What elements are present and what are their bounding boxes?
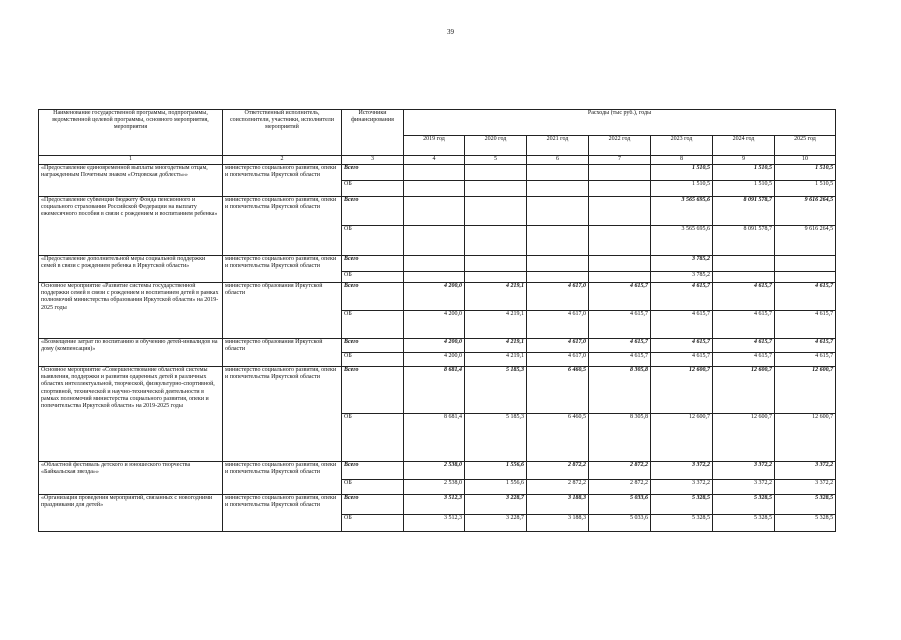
ob-value: 8 091 578,7: [713, 226, 775, 256]
total-value: 4 617,0: [527, 339, 589, 353]
total-value: [404, 256, 465, 272]
total-value: 12 600,7: [651, 367, 713, 414]
ob-value: [404, 272, 465, 283]
ob-value: 5 328,5: [775, 515, 836, 532]
row-name: Основное мероприятие «Развитие системы государственной поддержки семей в связи с рождением и воспитанием детей в рамках полномочий министерства образования Иркутской области» на 2019-2025 годы: [39, 283, 223, 339]
ob-value: 4 615,7: [589, 311, 651, 339]
ob-value: [589, 181, 651, 197]
total-value: 1 510,5: [651, 165, 713, 181]
header-column-number: 3: [342, 156, 404, 165]
ob-value: 4 615,7: [713, 353, 775, 367]
source-total-label: Всего: [342, 165, 404, 181]
ob-value: [589, 272, 651, 283]
ob-value: 5 328,5: [651, 515, 713, 532]
header-year: 2024 год: [713, 136, 775, 156]
source-total-label: Всего: [342, 339, 404, 353]
total-value: 6 460,5: [527, 367, 589, 414]
ob-value: 4 615,7: [651, 353, 713, 367]
header-column-number: 7: [589, 156, 651, 165]
ob-value: 1 556,6: [465, 480, 527, 495]
header-year: 2020 год: [465, 136, 527, 156]
ob-value: [527, 226, 589, 256]
ob-value: [527, 181, 589, 197]
ob-value: 4 615,7: [651, 311, 713, 339]
total-value: 3 372,2: [775, 462, 836, 480]
total-value: 12 600,7: [713, 367, 775, 414]
total-value: 1 510,5: [775, 165, 836, 181]
header-column-number: 6: [527, 156, 589, 165]
ob-value: 3 512,3: [404, 515, 465, 532]
ob-value: [589, 226, 651, 256]
total-value: [527, 197, 589, 226]
total-value: 9 616 264,5: [775, 197, 836, 226]
ob-value: 4 617,0: [527, 311, 589, 339]
row-name: «Предоставление единовременной выплаты многодетным отцам, награжденным Почетным знаком «Отцовская доблесть»»: [39, 165, 223, 197]
total-value: [404, 165, 465, 181]
table-row: [39, 462, 836, 480]
table-row: [39, 495, 836, 515]
ob-value: 5 185,3: [465, 414, 527, 462]
total-value: [775, 256, 836, 272]
header-year: 2021 год: [527, 136, 589, 156]
ob-value: 3 785,2: [651, 272, 713, 283]
total-value: 2 872,2: [527, 462, 589, 480]
total-value: 4 617,0: [527, 283, 589, 311]
ob-value: 2 872,2: [527, 480, 589, 495]
header-year: 2025 год: [775, 136, 836, 156]
source-ob-label: ОБ: [342, 480, 404, 495]
header-column-number: 4: [404, 156, 465, 165]
total-value: 4 615,7: [651, 339, 713, 353]
row-name: «Предоставление дополнительной меры социальной поддержки семей в связи с рождением ребенка в Иркутской области»: [39, 256, 223, 283]
source-ob-label: ОБ: [342, 311, 404, 339]
header-executor: Ответственный исполнитель, соисполнители, участники, исполнители мероприятий: [223, 110, 342, 156]
ob-value: 1 510,5: [713, 181, 775, 197]
total-value: 4 200,0: [404, 283, 465, 311]
ob-value: 4 617,0: [527, 353, 589, 367]
source-total-label: Всего: [342, 256, 404, 272]
total-value: [589, 256, 651, 272]
row-executor: министерство образования Иркутской области: [223, 283, 342, 339]
ob-value: 4 200,0: [404, 311, 465, 339]
row-name: «Областной фестиваль детского и юношеского творчества «Байкальская звезда»»: [39, 462, 223, 495]
ob-value: [713, 272, 775, 283]
header-column-number: 8: [651, 156, 713, 165]
total-value: 12 600,7: [775, 367, 836, 414]
total-value: [589, 165, 651, 181]
budget-table: [38, 109, 836, 532]
header-name: Наименование государственной программы, подпрограммы, ведомственной целевой программы, основного мероприятия, мероприятия: [39, 110, 223, 156]
total-value: 1 556,6: [465, 462, 527, 480]
row-name: «Возмещение затрат по воспитанию и обучению детей-инвалидов на дому (компенсация)»: [39, 339, 223, 367]
ob-value: 12 600,7: [775, 414, 836, 462]
total-value: 3 228,7: [465, 495, 527, 515]
row-name: «Предоставление субвенции бюджету Фонда пенсионного и социального страхования Российской Федерации на выплату ежемесячного пособия в связи с рождением и воспитанием ребенка»: [39, 197, 223, 256]
row-name: «Организация проведения мероприятий, связанных с новогодними праздниками для детей»: [39, 495, 223, 532]
source-ob-label: ОБ: [342, 353, 404, 367]
total-value: 2 538,0: [404, 462, 465, 480]
header-source: Источники финансирования: [342, 110, 404, 156]
ob-value: 4 219,1: [465, 353, 527, 367]
row-executor: министерство социального развития, опеки и попечительства Иркутской области: [223, 495, 342, 532]
ob-value: 2 538,0: [404, 480, 465, 495]
ob-value: 3 372,2: [651, 480, 713, 495]
ob-value: 3 372,2: [713, 480, 775, 495]
total-value: 4 615,7: [589, 339, 651, 353]
page-number: 39: [447, 28, 454, 36]
total-value: 4 219,1: [465, 339, 527, 353]
table-row: [39, 256, 836, 272]
header-column-number: 9: [713, 156, 775, 165]
total-value: 5 328,5: [651, 495, 713, 515]
source-ob-label: ОБ: [342, 272, 404, 283]
row-executor: министерство социального развития, опеки и попечительства Иркутской области: [223, 165, 342, 197]
row-executor: министерство социального развития, опеки и попечительства Иркутской области: [223, 256, 342, 283]
table-row: [39, 165, 836, 181]
table-row: [39, 367, 836, 414]
total-value: 8 091 578,7: [713, 197, 775, 226]
ob-value: 2 872,2: [589, 480, 651, 495]
ob-value: 8 305,8: [589, 414, 651, 462]
ob-value: 4 615,7: [775, 353, 836, 367]
ob-value: 3 228,7: [465, 515, 527, 532]
source-total-label: Всего: [342, 283, 404, 311]
ob-value: 12 600,7: [713, 414, 775, 462]
ob-value: [404, 226, 465, 256]
header-year: 2023 год: [651, 136, 713, 156]
source-ob-label: ОБ: [342, 226, 404, 256]
ob-value: 1 510,5: [651, 181, 713, 197]
source-total-label: Всего: [342, 367, 404, 414]
total-value: 3 512,3: [404, 495, 465, 515]
header-year: 2022 год: [589, 136, 651, 156]
total-value: 2 872,2: [589, 462, 651, 480]
header-column-number: 2: [223, 156, 342, 165]
ob-value: 4 615,7: [589, 353, 651, 367]
ob-value: [404, 181, 465, 197]
row-executor: министерство социального развития, опеки и попечительства Иркутской области: [223, 462, 342, 495]
source-ob-label: ОБ: [342, 515, 404, 532]
total-value: 1 510,5: [713, 165, 775, 181]
ob-value: 8 681,4: [404, 414, 465, 462]
ob-value: [465, 272, 527, 283]
total-value: 4 615,7: [589, 283, 651, 311]
total-value: 4 219,1: [465, 283, 527, 311]
row-executor: министерство социального развития, опеки и попечительства Иркутской области: [223, 197, 342, 256]
total-value: 4 615,7: [651, 283, 713, 311]
table-row: [39, 197, 836, 226]
total-value: 8 681,4: [404, 367, 465, 414]
source-total-label: Всего: [342, 495, 404, 515]
total-value: [589, 197, 651, 226]
ob-value: 4 219,1: [465, 311, 527, 339]
total-value: [527, 165, 589, 181]
source-total-label: Всего: [342, 462, 404, 480]
header-year: 2019 год: [404, 136, 465, 156]
source-ob-label: ОБ: [342, 414, 404, 462]
total-value: 4 200,0: [404, 339, 465, 353]
header-column-number: 10: [775, 156, 836, 165]
ob-value: 5 328,5: [713, 515, 775, 532]
row-name: Основное мероприятие «Совершенствование областной системы выявления, поддержки и развития одаренных детей в различных областях интеллектуальной, творческой, физкультурно-спортивной, спортивной, технической и научно-технической деятельности в рамках полномочий министерства социального развития, опеки и попечительства Иркутской области» на 2019-2025 годы: [39, 367, 223, 462]
total-value: 4 615,7: [775, 339, 836, 353]
total-value: [713, 256, 775, 272]
total-value: 3 785,2: [651, 256, 713, 272]
ob-value: 4 200,0: [404, 353, 465, 367]
total-value: 4 615,7: [713, 339, 775, 353]
ob-value: 3 188,3: [527, 515, 589, 532]
header-column-number: 1: [39, 156, 223, 165]
ob-value: 3 372,2: [775, 480, 836, 495]
ob-value: [465, 226, 527, 256]
total-value: 5 328,5: [775, 495, 836, 515]
ob-value: 5 033,6: [589, 515, 651, 532]
total-value: [465, 197, 527, 226]
source-total-label: Всего: [342, 197, 404, 226]
total-value: 3 188,3: [527, 495, 589, 515]
ob-value: 3 565 695,6: [651, 226, 713, 256]
table-row: [39, 339, 836, 353]
total-value: 3 372,2: [713, 462, 775, 480]
total-value: 5 185,3: [465, 367, 527, 414]
total-value: [404, 197, 465, 226]
ob-value: [775, 272, 836, 283]
total-value: [465, 256, 527, 272]
total-value: [465, 165, 527, 181]
ob-value: 6 460,5: [527, 414, 589, 462]
ob-value: 12 600,7: [651, 414, 713, 462]
header-column-number: 5: [465, 156, 527, 165]
total-value: 3 565 695,6: [651, 197, 713, 226]
ob-value: [465, 181, 527, 197]
ob-value: [527, 272, 589, 283]
total-value: [527, 256, 589, 272]
total-value: 3 372,2: [651, 462, 713, 480]
table-row: [39, 283, 836, 311]
total-value: 4 615,7: [775, 283, 836, 311]
total-value: 4 615,7: [713, 283, 775, 311]
total-value: 5 328,5: [713, 495, 775, 515]
ob-value: 4 615,7: [775, 311, 836, 339]
source-ob-label: ОБ: [342, 181, 404, 197]
header-expenses: Расходы (тыс руб.), годы: [404, 110, 836, 136]
row-executor: министерство образования Иркутской области: [223, 339, 342, 367]
row-executor: министерство социального развития, опеки и попечительства Иркутской области: [223, 367, 342, 462]
ob-value: 9 616 264,5: [775, 226, 836, 256]
total-value: 8 305,8: [589, 367, 651, 414]
total-value: 5 033,6: [589, 495, 651, 515]
ob-value: 4 615,7: [713, 311, 775, 339]
ob-value: 1 510,5: [775, 181, 836, 197]
